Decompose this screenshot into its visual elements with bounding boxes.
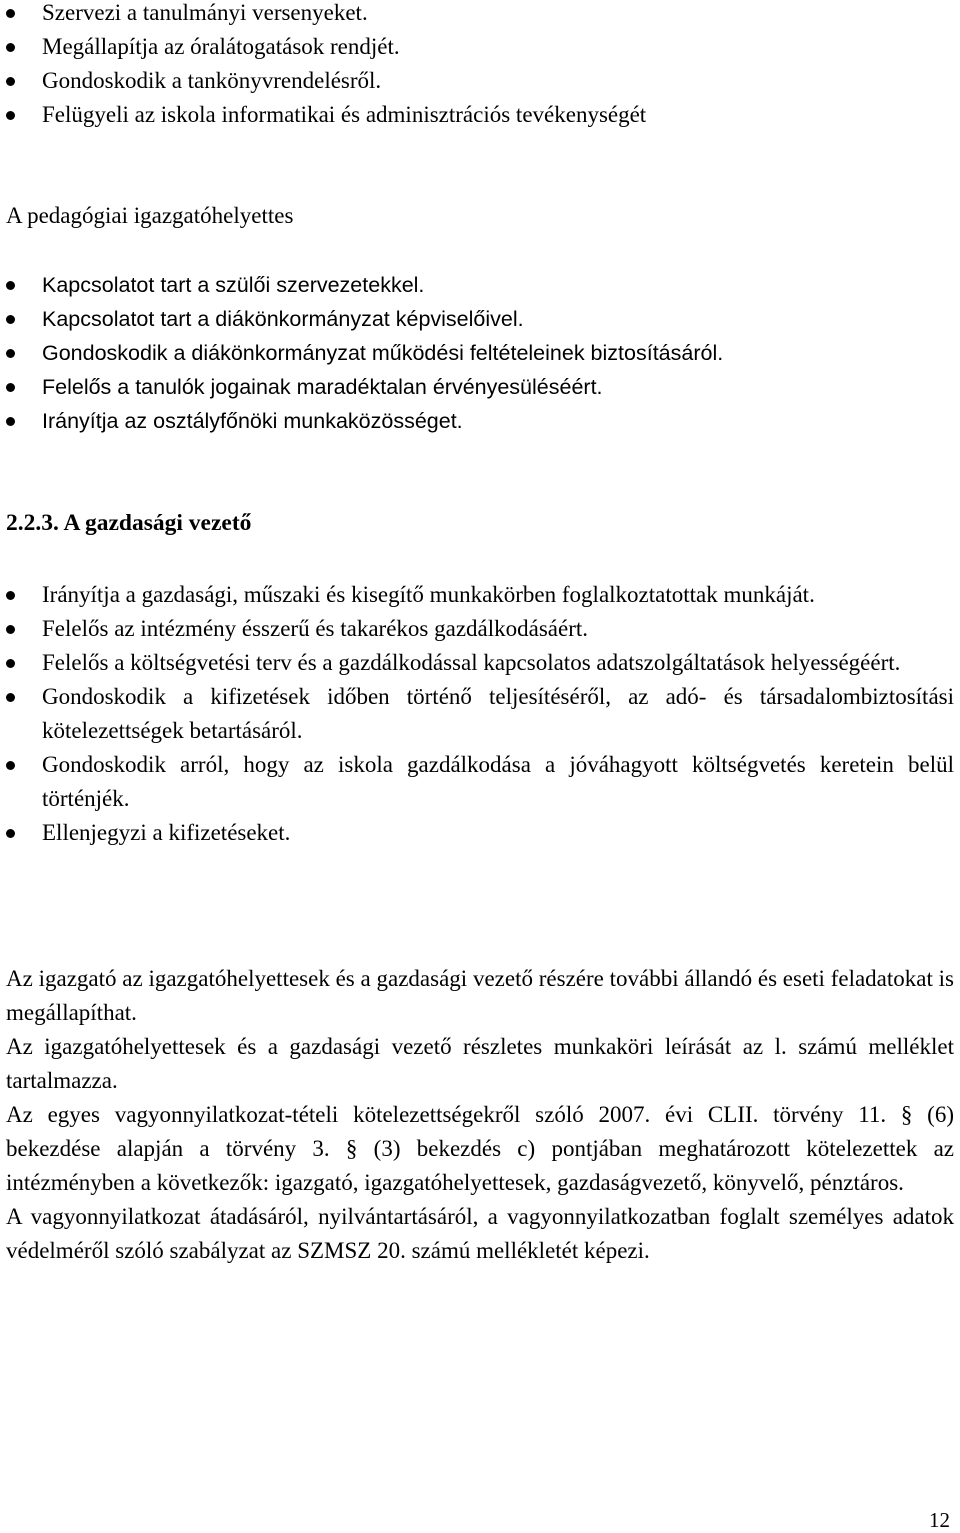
list-item xyxy=(6,302,954,336)
bullet-icon xyxy=(6,281,15,290)
bullet-icon xyxy=(6,43,15,52)
list-item-text: Felelős az intézmény ésszerű és takarékos gazdálkodásáért. xyxy=(42,616,589,641)
bullet-icon xyxy=(6,315,15,324)
bullet-icon xyxy=(6,383,15,392)
paragraph: Az igazgatóhelyettesek és a gazdasági vezető részletes munkaköri leírását az l. számú melléklet tartalmazza. xyxy=(6,1034,954,1093)
list-item xyxy=(6,64,954,98)
list-top xyxy=(6,0,954,132)
list-gazdasagi xyxy=(6,578,954,850)
list-item xyxy=(6,370,954,404)
paragraphs xyxy=(6,962,954,1268)
list-item xyxy=(6,0,954,30)
section-heading-pedagogiai: A pedagógiai igazgatóhelyettes xyxy=(6,203,294,228)
list-item xyxy=(6,816,954,850)
list-item-text: Felelős a tanulók jogainak maradéktalan érvényesüléséért. xyxy=(42,375,603,399)
bullet-icon xyxy=(6,625,15,634)
bullet-icon xyxy=(6,591,15,600)
list-item-text: Felügyeli az iskola informatikai és adminisztrációs tevékenységét xyxy=(42,102,647,127)
list-item-text: Irányítja az osztályfőnöki munkaközösséget. xyxy=(42,409,463,433)
list-item xyxy=(6,578,954,612)
bullet-icon xyxy=(6,9,15,18)
list-item-text: Kapcsolatot tart a szülői szervezetekkel. xyxy=(42,273,425,297)
bullet-icon xyxy=(6,349,15,358)
bullet-icon xyxy=(6,829,15,838)
list-item xyxy=(6,30,954,64)
paragraph: Az igazgató az igazgatóhelyettesek és a gazdasági vezető részére további állandó és eseti feladatokat is megállapíthat. xyxy=(6,966,954,1025)
bullet-icon xyxy=(6,417,15,426)
list-item xyxy=(6,680,954,748)
list-item-text: Felelős a költségvetési terv és a gazdálkodással kapcsolatos adatszolgáltatások helyességéért. xyxy=(42,650,901,675)
list-item xyxy=(6,268,954,302)
list-item-text: Irányítja a gazdasági, műszaki és kisegítő munkakörben foglalkoztatottak munkáját. xyxy=(42,582,815,607)
list-item xyxy=(6,612,954,646)
list-item xyxy=(6,748,954,816)
list-item-text: Gondoskodik arról, hogy az iskola gazdálkodása a jóváhagyott költségvetés keretein belül történjék. xyxy=(42,752,954,811)
list-item-text: Gondoskodik a diákönkormányzat működési feltételeinek biztosításáról. xyxy=(42,341,724,365)
bullet-icon xyxy=(6,659,15,668)
bullet-icon xyxy=(6,111,15,120)
bullet-icon xyxy=(6,693,15,702)
bullet-icon xyxy=(6,77,15,86)
list-item-text: Szervezi a tanulmányi versenyeket. xyxy=(42,0,368,25)
list-item xyxy=(6,98,954,132)
list-item xyxy=(6,404,954,438)
bullet-icon xyxy=(6,761,15,770)
list-item-text: Ellenjegyzi a kifizetéseket. xyxy=(42,820,291,845)
page-number: 12 xyxy=(929,1508,950,1532)
section-heading-gazdasagi: 2.2.3. A gazdasági vezető xyxy=(6,510,252,536)
list-item-text: Kapcsolatot tart a diákönkormányzat képviselőivel. xyxy=(42,307,524,331)
list-item xyxy=(6,646,954,680)
list-pedagogiai xyxy=(6,268,954,438)
list-item-text: Gondoskodik a kifizetések időben történő teljesítéséről, az adó- és társadalombiztosítási kötelezettségek betartásáról. xyxy=(42,684,954,743)
list-item-text: Megállapítja az óralátogatások rendjét. xyxy=(42,34,400,59)
paragraph: Az egyes vagyonnyilatkozat-tételi kötelezettségekről szóló 2007. évi CLII. törvény 11. § (6) bekezdése alapján a törvény 3. § (3) bekezdés c) pontjában meghatározott kötelezettek az intézményben a következők: igazgató, igazgatóhelyettesek, gazdaságvezető, könyvelő, pénztáros. xyxy=(6,1102,954,1195)
paragraph: A vagyonnyilatkozat átadásáról, nyilvántartásáról, a vagyonnyilatkozatban foglalt személyes adatok védelméről szóló szabályzat az SZMSZ 20. számú mellékletét képezi. xyxy=(6,1204,954,1263)
list-item-text: Gondoskodik a tankönyvrendelésről. xyxy=(42,68,382,93)
list-item xyxy=(6,336,954,370)
